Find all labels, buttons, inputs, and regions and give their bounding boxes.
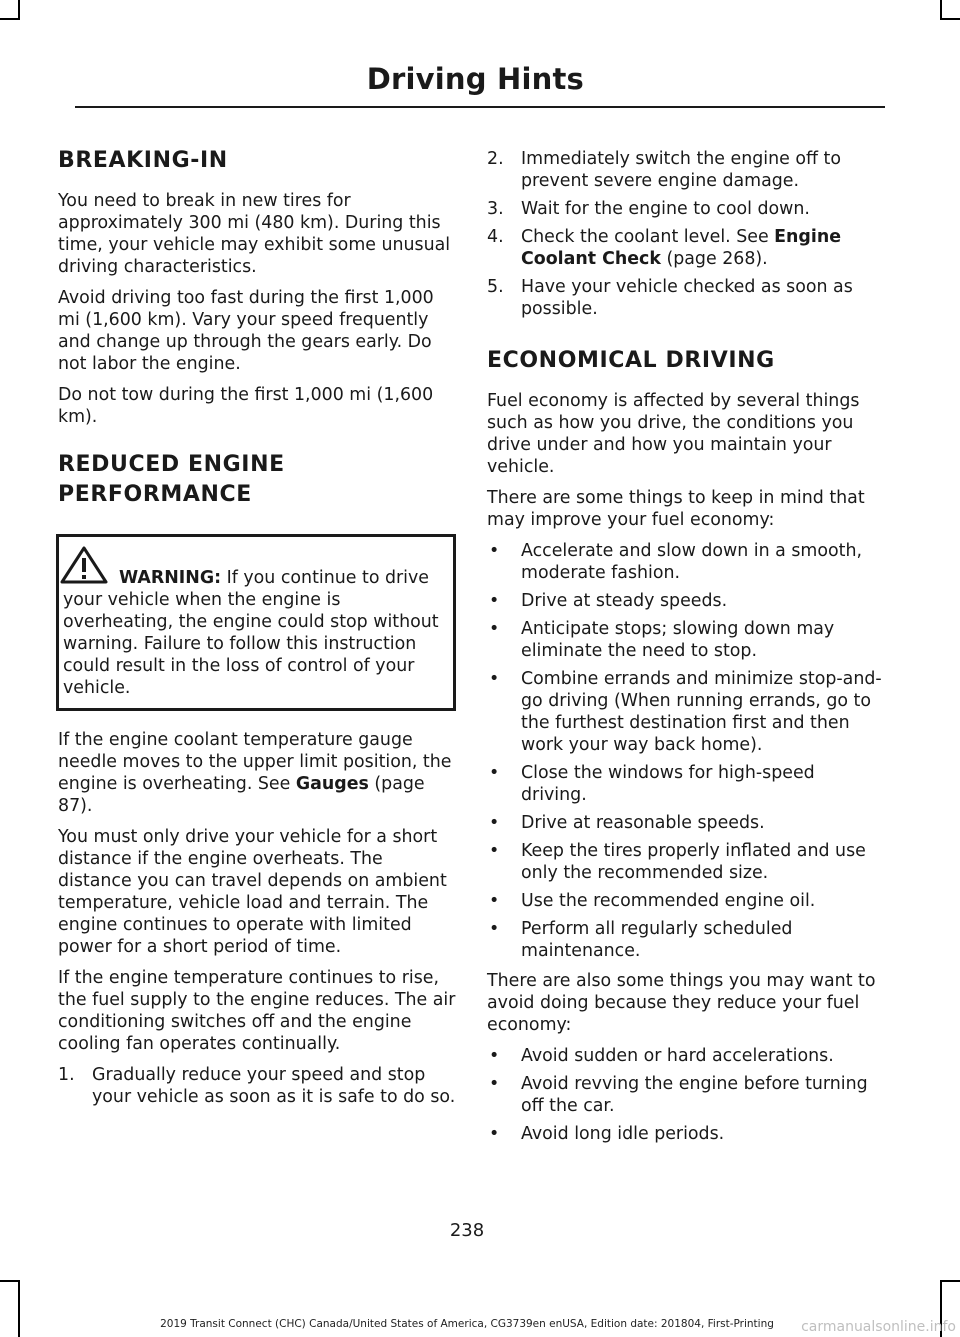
list-item-text: Anticipate stops; slowing down may eliminate the need to stop.: [521, 619, 835, 661]
paragraph: There are some things to keep in mind that may improve your fuel economy:: [487, 488, 865, 530]
warning-box: [56, 534, 456, 711]
crop-mark: [940, 1280, 960, 1282]
crop-mark: [940, 0, 942, 18]
list-item: [487, 918, 883, 962]
list-item: [487, 540, 883, 584]
step-number: 5.: [487, 277, 504, 297]
section-heading-economical-driving: ECONOMICAL DRIVING: [487, 348, 775, 373]
list-item-text: Avoid long idle periods.: [521, 1124, 725, 1144]
bullet: •: [489, 763, 500, 783]
crop-mark: [0, 18, 20, 20]
crop-mark: [18, 0, 20, 18]
page-number: 238: [449, 1220, 485, 1241]
list-item-text: Use the recommended engine oil.: [521, 891, 816, 911]
crop-mark: [0, 1280, 20, 1282]
list-item: [487, 590, 883, 612]
list-item-text: Perform all regularly scheduled maintenance.: [521, 919, 793, 961]
list-item: [487, 618, 883, 662]
paragraph: [58, 729, 456, 817]
paragraph: Fuel economy is affected by several things such as how you drive, the conditions you drive under and how you maintain your vehicle.: [487, 391, 860, 477]
list-item: [487, 226, 883, 270]
bullet: •: [489, 1046, 500, 1066]
right-column: [487, 148, 883, 1153]
warning-triangle-icon: [59, 545, 109, 591]
list-item: [487, 1073, 883, 1117]
left-column: [58, 130, 456, 1116]
bullet: •: [489, 619, 500, 639]
watermark: carmanualsonline.info: [801, 1319, 956, 1335]
step-number: 2.: [487, 149, 504, 169]
cross-reference-link[interactable]: Gauges: [295, 774, 369, 794]
list-item: [487, 668, 883, 756]
list-item: [487, 890, 883, 912]
list-item: [487, 762, 883, 806]
bullet: •: [489, 591, 500, 611]
list-item-text: Accelerate and slow down in a smooth, moderate fashion.: [521, 541, 862, 583]
bullet: •: [489, 919, 500, 939]
section-heading-reduced-engine-performance: [58, 450, 456, 510]
step-text: Have your vehicle checked as soon as possible.: [521, 277, 853, 319]
list-item: [487, 812, 883, 834]
warning-text: If you continue to drive your vehicle when the engine is overheating, the engine could stop without warning. Failure to follow this instruction could result in the loss of control of your vehicle.: [63, 568, 439, 698]
bullet: •: [489, 669, 500, 689]
heading-line: PERFORMANCE: [58, 482, 252, 507]
bullet: •: [489, 813, 500, 833]
paragraph-text: (page 87).: [58, 774, 425, 816]
steps-list: [58, 1064, 456, 1108]
section-heading-breaking-in: BREAKING-IN: [58, 148, 228, 173]
list-item-text: Avoid revving the engine before turning off the car.: [521, 1074, 868, 1116]
paragraph: If the engine temperature continues to rise, the fuel supply to the engine reduces. The air conditioning switches off and the engine cooling fan operates continually.: [58, 968, 456, 1054]
page-title: Driving Hints: [366, 62, 584, 96]
step-number: 3.: [487, 199, 504, 219]
list-item: [487, 840, 883, 884]
steps-list: [487, 148, 883, 320]
list-item-text: Drive at reasonable speeds.: [521, 813, 765, 833]
list-item-text: Keep the tires properly inflated and use only the recommended size.: [521, 841, 866, 883]
bullet: •: [489, 1124, 500, 1144]
step-text: Wait for the engine to cool down.: [521, 199, 810, 219]
list-item: [487, 1123, 883, 1145]
step-text: Gradually reduce your speed and stop your vehicle as soon as it is safe to do so.: [92, 1065, 456, 1107]
step-text: Immediately switch the engine off to prevent severe engine damage.: [521, 149, 841, 191]
step-number: 1.: [58, 1065, 75, 1085]
list-item-text: Combine errands and minimize stop-and-go driving (When running errands, go to the furthest destination first and then work your way back home).: [521, 669, 882, 755]
list-item-text: Avoid sudden or hard accelerations.: [521, 1046, 834, 1066]
list-item: [487, 198, 883, 220]
warning-label: WARNING:: [119, 568, 222, 588]
tips-list: [487, 540, 883, 962]
paragraph: You need to break in new tires for approximately 300 mi (480 km). During this time, your vehicle may exhibit some unusual driving characteristics.: [58, 191, 451, 277]
avoid-list: [487, 1045, 883, 1145]
list-item: [487, 1045, 883, 1067]
bullet: •: [489, 1074, 500, 1094]
step-text: (page 268).: [660, 249, 768, 269]
footer-edition-info: 2019 Transit Connect (CHC) Canada/United States of America, CG3739en enUSA, Edition date: 201804, First-Printing: [160, 1318, 774, 1330]
bullet: •: [489, 841, 500, 861]
step-text: Check the coolant level. See: [521, 227, 775, 247]
heading-line: REDUCED ENGINE: [58, 452, 285, 477]
bullet: •: [489, 541, 500, 561]
list-item-text: Close the windows for high-speed driving.: [521, 763, 815, 805]
list-item: [487, 276, 883, 320]
step-number: 4.: [487, 227, 504, 247]
list-item: [58, 1064, 456, 1108]
paragraph: Do not tow during the first 1,000 mi (1,600 km).: [58, 385, 434, 427]
header-rule: [75, 106, 885, 108]
bullet: •: [489, 891, 500, 911]
paragraph: Avoid driving too fast during the first 1,000 mi (1,600 km). Vary your speed frequently and change up through the gears early. Do not labor the engine.: [58, 288, 434, 374]
paragraph: You must only drive your vehicle for a short distance if the engine overheats. The distance you can travel depends on ambient temperature, vehicle load and terrain. The engine continues to operate with limited power for a short period of time.: [58, 827, 447, 957]
list-item-text: Drive at steady speeds.: [521, 591, 728, 611]
cross-reference-link[interactable]: Engine Coolant Check: [521, 227, 842, 269]
crop-mark: [940, 18, 960, 20]
paragraph-text: If the engine coolant temperature gauge needle moves to the upper limit position, the engine is overheating. See: [58, 730, 452, 794]
list-item: [487, 148, 883, 192]
paragraph: There are also some things you may want to avoid doing because they reduce your fuel economy:: [487, 971, 876, 1035]
